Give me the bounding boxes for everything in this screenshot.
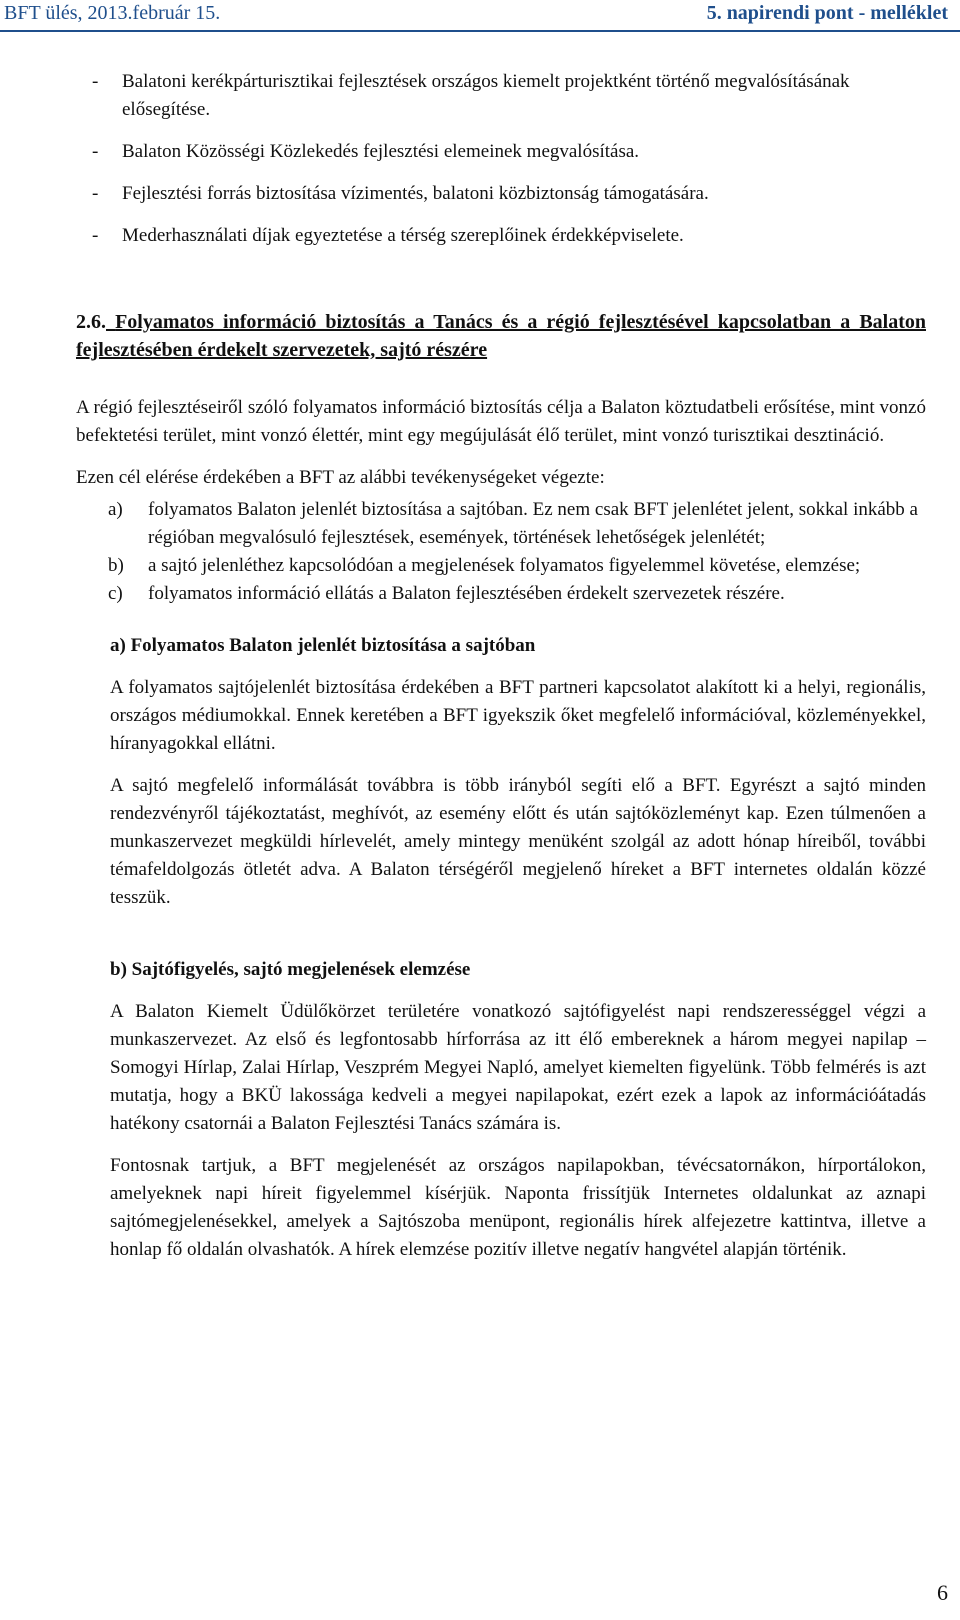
subsection-b-title: b) Sajtófigyelés, sajtó megjelenések elemzése bbox=[110, 959, 471, 980]
bullet-list bbox=[76, 68, 926, 250]
list-item bbox=[76, 180, 926, 208]
header-agenda-item: 5. napirendi pont - melléklet bbox=[706, 2, 948, 24]
bullet-dash: - bbox=[92, 183, 99, 204]
list-item-text: Balatoni kerékpárturisztikai fejlesztések országos kiemelt projektként történő megvalósításának elősegítése. bbox=[122, 71, 850, 120]
list-item bbox=[76, 552, 926, 580]
list-item-text: Balaton Közösségi Közlekedés fejlesztési elemeinek megvalósítása. bbox=[122, 141, 640, 162]
list-item-text: a sajtó jelenléthez kapcsolódóan a megjelenések folyamatos figyelemmel követése, elemzése; bbox=[148, 555, 861, 576]
list-item-text: Fejlesztési forrás biztosítása vízimentés, balatoni közbiztonság támogatására. bbox=[122, 183, 709, 204]
list-item bbox=[76, 138, 926, 166]
page-number: 6 bbox=[937, 1580, 948, 1605]
header-rule bbox=[0, 30, 960, 32]
list-item-text: Mederhasználati díjak egyeztetése a térség szereplőinek érdekképviselete. bbox=[122, 225, 684, 246]
section-heading bbox=[76, 308, 926, 364]
page-content bbox=[76, 68, 926, 1264]
list-marker: a) bbox=[108, 499, 123, 520]
section-title: Folyamatos információ biztosítás a Tanács és a régió fejlesztésével kapcsolatban a Balaton fejlesztésében érdekelt szervezetek, sajtó részére bbox=[76, 311, 926, 361]
list-item-text: folyamatos Balaton jelenlét biztosítása a sajtóban. Ez nem csak BFT jelenlétet jelent, sokkal inkább a régióban megvalósuló fejlesztések, események, történések lehetőségek jelenlétét; bbox=[148, 499, 918, 548]
subsection-a-paragraph-2: A sajtó megfelelő informálását továbbra is több irányból segíti elő a BFT. Egyrészt a sajtó minden rendezvényről tájékoztatást, meghívót, az esemény előtt és után sajtóközleményt kap. Ezen túlmenően a munkaszervezet megküldi hírlevelét, amely mintegy menüként szolgál az adott hónap híreiből, további témafeldolgozás ötletét adva. A Balaton térségéről megjelenő híreket a BFT internetes oldalán közzé tesszük. bbox=[110, 775, 926, 908]
list-item-text: folyamatos információ ellátás a Balaton fejlesztésében érdekelt szervezetek részére. bbox=[148, 583, 785, 604]
subsection-a-paragraph-1: A folyamatos sajtójelenlét biztosítása érdekében a BFT partneri kapcsolatot alakított ki a helyi, regionális, országos médiumokkal. Ennek keretében a BFT igyekszik őket megfelelő információval, közleményekkel, híranyagokkal ellátni. bbox=[110, 677, 926, 754]
list-item bbox=[76, 496, 926, 552]
subsection-b-paragraph-1: A Balaton Kiemelt Üdülőkörzet területére vonatkozó sajtófigyelést napi rendszerességgel végzi a munkaszervezet. Az első és legfontosabb hírforrása az itt élő embereknek a három megyei napilap – Somogyi Hírlap, Zalai Hírlap, Veszprém Megyei Napló, amelyet kiemelten figyelünk. Több felmérés is azt mutatja, hogy a BKÜ lakossága kedveli a megyei napilapokat, ezért ezek a lapok az információátadás hatékony csatornái a Balaton Fejlesztési Tanács számára is. bbox=[110, 1001, 926, 1134]
list-item bbox=[76, 580, 926, 608]
subsection-b-paragraph-2: Fontosnak tartjuk, a BFT megjelenését az országos napilapokban, tévécsatornákon, hírportálokon, amelyeknek napi híreit figyelemmel kísérjük. Naponta frissítjük Internetes oldalunkat az aznapi sajtómegjelenésekkel, amelyek a Sajtószoba menüpont, regionális hírek alfejezetre kattintva, illetve a honlap fő oldalán olvashatók. A hírek elemzése pozitív illetve negatív hangvétel alapján történik. bbox=[110, 1155, 926, 1260]
intro-paragraph: A régió fejlesztéseiről szóló folyamatos információ biztosítás célja a Balaton köztudatbeli erősítése, mint vonzó befektetési terület, mint vonzó élettér, mint egy megújulását élő terület, mint vonzó turisztikai desztináció. bbox=[76, 397, 926, 446]
activity-list bbox=[76, 496, 926, 608]
bullet-dash: - bbox=[92, 71, 99, 92]
list-marker: b) bbox=[108, 555, 124, 576]
page-header bbox=[0, 0, 960, 30]
bullet-dash: - bbox=[92, 141, 99, 162]
activities-lead: Ezen cél elérése érdekében a BFT az alábbi tevékenységeket végezte: bbox=[76, 467, 605, 488]
subsection-a-title: a) Folyamatos Balaton jelenlét biztosítása a sajtóban bbox=[110, 635, 536, 656]
list-marker: c) bbox=[108, 583, 123, 604]
bullet-dash: - bbox=[92, 225, 99, 246]
header-meeting-date: BFT ülés, 2013.február 15. bbox=[4, 2, 221, 24]
section-number: 2.6. bbox=[76, 311, 106, 333]
list-item bbox=[76, 222, 926, 250]
list-item bbox=[76, 68, 926, 124]
